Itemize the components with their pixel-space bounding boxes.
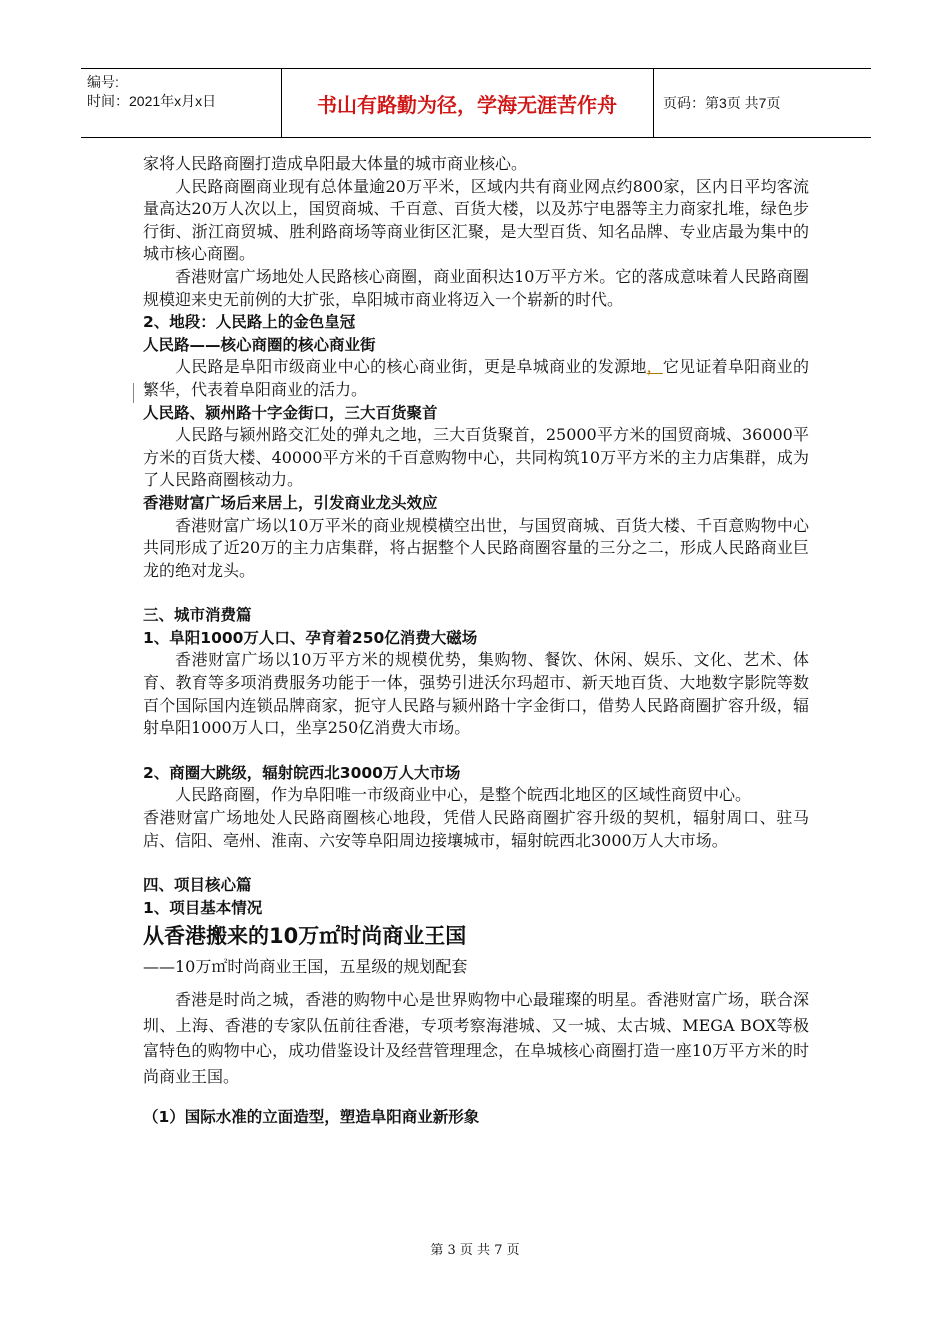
paragraph-text: 人民路是阜阳市级商业中心的核心商业街，更是阜城商业的发源地 bbox=[175, 357, 647, 377]
tracked-comma: ， bbox=[646, 357, 663, 377]
document-body bbox=[143, 153, 809, 1127]
chapter-heading: 四、项目核心篇 bbox=[143, 876, 252, 895]
feature-subtitle: ——10万㎡时尚商业王国，五星级的规划配套 bbox=[143, 957, 468, 977]
page-footer: 第 3 页 共 7 页 bbox=[430, 1243, 520, 1258]
subheading: 人民路——核心商圈的核心商业街 bbox=[143, 335, 376, 354]
subheading: 人民路、颍州路十字金街口，三大百货聚首 bbox=[143, 403, 438, 422]
header-motto: 书山有路勤为径，学海无涯苦作舟 bbox=[317, 92, 617, 117]
paragraph: 香港是时尚之城，香港的购物中心是世界购物中心最璀璨的明星。香港财富广场，联合深圳、上海、香港的专家队伍前往香港，专项考察海港城、又一城、太古城、MEGA BOX等极富特色的购物中心，成功借鉴设计及经营管理理念，在阜城核心商圈打造一座10万平方米的时尚商业王国。 bbox=[143, 990, 809, 1086]
paragraph: 人民路商圈商业现有总体量逾20万平米，区域内共有商业网点约800家，区内日平均客流量高达20万人次以上，国贸商城、千百意、百货大楼，以及苏宁电器等主力商家扎堆，绿色步行街、浙江商贸城、胜利路商场等商业街区汇聚，是大型百货、知名品牌、专业店最为集中的城市核心商圈。 bbox=[143, 176, 809, 264]
section-heading: 1、阜阳1000万人口、孕育着250亿消费大磁场 bbox=[143, 628, 478, 647]
paragraph: 香港财富广场以10万平方米的规模优势，集购物、餐饮、休闲、娱乐、文化、艺术、体育、教育等多项消费服务功能于一体，强势引进沃尔玛超市、新天地百货、大地数字影院等数百个国际国内连锁品牌商家，扼守人民路与颍州路十字金街口，借势人民路商圈扩容升级，辐射阜阳1000万人口，坐享250亿消费大市场。 bbox=[143, 650, 809, 738]
subsection-heading: （1）国际水准的立面造型，塑造阜阳商业新形象 bbox=[143, 1108, 480, 1127]
header-page-label: 页码：第3页 共7页 bbox=[663, 95, 781, 111]
paragraph: 香港财富广场以10万平米的商业规模横空出世，与国贸商城、百货大楼、千百意购物中心共同形成了近20万的主力店集群，将占据整个人民路商圈容量的三分之二，形成人民路商业巨龙的绝对龙头。 bbox=[143, 515, 809, 580]
section-heading: 2、地段：人民路上的金色皇冠 bbox=[143, 313, 356, 332]
spacer bbox=[143, 582, 809, 604]
revision-marker bbox=[133, 383, 134, 403]
header-date-label: 时间：2021年x月x日 bbox=[87, 93, 217, 109]
paragraph: 香港财富广场地处人民路商圈核心地段，凭借人民路商圈扩容升级的契机，辐射周口、驻马店、信阳、亳州、淮南、六安等阜阳周边接壤城市，辐射皖西北3000万人大市场。 bbox=[143, 808, 809, 850]
paragraph: 香港财富广场地处人民路核心商圈，商业面积达10万平方米。它的落成意味着人民路商圈规模迎来史无前例的大扩张，阜阳城市商业将迈入一个崭新的时代。 bbox=[143, 266, 809, 309]
feature-title: 从香港搬来的10万㎡时尚商业王国 bbox=[143, 924, 467, 949]
header-divider bbox=[653, 69, 654, 137]
paragraph: 家将人民路商圈打造成阜阳最大体量的城市商业核心。 bbox=[143, 154, 528, 173]
paragraph: 人民路商圈，作为阜阳唯一市级商业中心，是整个皖西北地区的区域性商贸中心。 bbox=[175, 785, 752, 805]
subheading: 香港财富广场后来居上，引发商业龙头效应 bbox=[143, 493, 438, 512]
page-header bbox=[81, 68, 871, 138]
paragraph bbox=[143, 356, 809, 401]
spacer bbox=[143, 740, 809, 762]
header-number-label: 编号: bbox=[87, 74, 119, 90]
section-heading: 2、商圈大跳级，辐射皖西北3000万人大市场 bbox=[143, 763, 461, 782]
section-heading: 1、项目基本情况 bbox=[143, 898, 263, 917]
paragraph-text: 它见证着阜阳商业的繁华，代表着阜阳商业的活力。 bbox=[143, 357, 809, 399]
paragraph: 人民路与颍州路交汇处的弹丸之地，三大百货聚首，25000平方米的国贸商城、36000平方米的百货大楼、40000平方米的千百意购物中心，共同构筑10万平方米的主力店集群，成为了人民路商圈核动力。 bbox=[143, 425, 809, 490]
header-meta bbox=[87, 73, 277, 111]
chapter-heading: 三、城市消费篇 bbox=[143, 606, 252, 625]
spacer bbox=[143, 852, 809, 874]
